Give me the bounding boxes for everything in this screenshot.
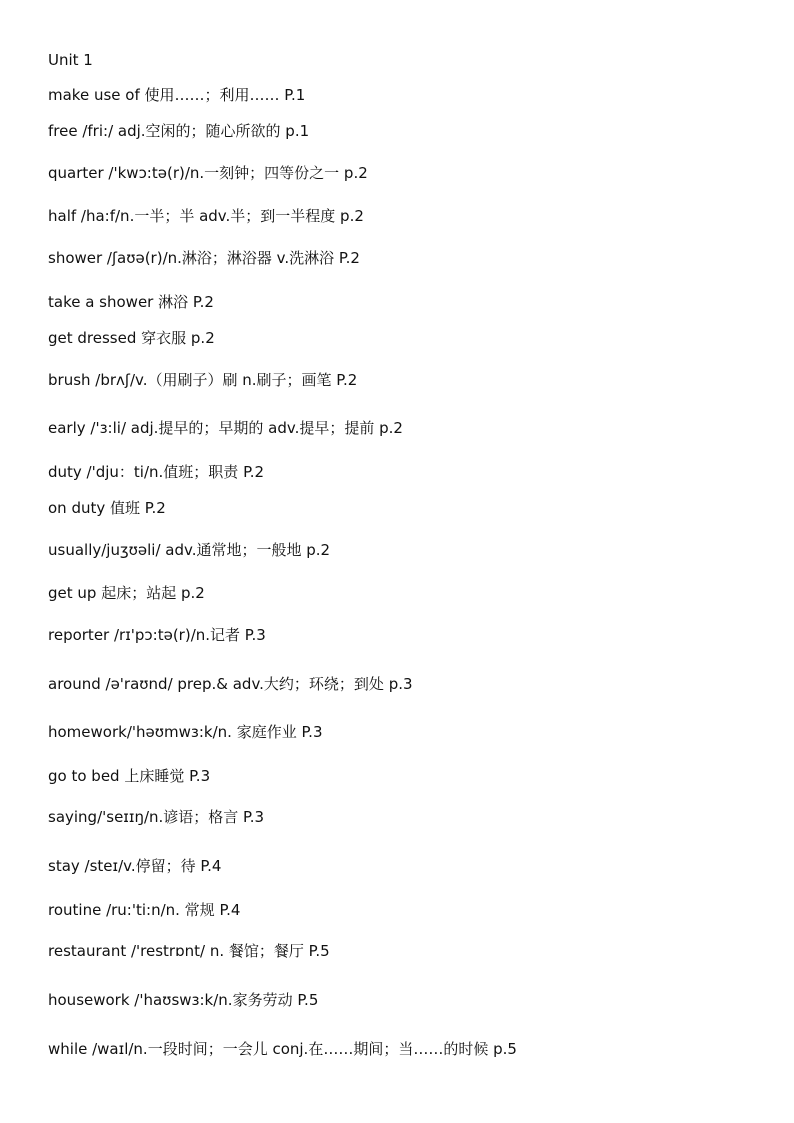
vocab-entry: get up 起床；站起 p.2 [48,584,205,602]
vocab-entry: take a shower 淋浴 P.2 [48,293,214,311]
vocab-entry: on duty 值班 P.2 [48,499,166,517]
vocab-entry: shower /ʃaʊə(r)/n.淋浴；淋浴器 v.洗淋浴 P.2 [48,249,360,267]
vocab-entry: saying/'seɪɪŋ/n.谚语；格言 P.3 [48,808,265,826]
unit-heading: Unit 1 [48,51,93,69]
vocab-entry: housework /'haʊswɜ:k/n.家务劳动 P.5 [48,991,319,1009]
vocab-entry: reporter /rɪ'pɔ:tə(r)/n.记者 P.3 [48,626,266,644]
vocab-entry: restaurant /'restrɒnt/ n. 餐馆；餐厅 P.5 [48,942,330,960]
vocab-entry: routine /ru:'ti:n/n. 常规 P.4 [48,901,241,919]
vocab-entry: get dressed 穿衣服 p.2 [48,329,215,347]
vocab-entry: free /fri:/ adj.空闲的；随心所欲的 p.1 [48,122,310,140]
vocab-entry: duty /'dju：ti/n.值班；职责 P.2 [48,463,265,481]
vocab-entry: while /waɪl/n.一段时间；一会儿 conj.在……期间；当……的时候 p.5 [48,1040,517,1058]
vocab-entry: quarter /'kwɔ:tə(r)/n.一刻钟；四等份之一 p.2 [48,164,368,182]
vocab-entry: homework/'həʊmwɜ:k/n. 家庭作业 P.3 [48,723,323,741]
vocab-entry: brush /brʌʃ/v.（用刷子）刷 n.刷子；画笔 P.2 [48,371,358,389]
vocab-entry: around /ə'raʊnd/ prep.& adv.大约；环绕；到处 p.3 [48,675,413,693]
vocab-entry: early /'ɜ:li/ adj.提早的；早期的 adv.提早；提前 p.2 [48,419,403,437]
vocab-entry: half /ha:f/n.一半；半 adv.半；到一半程度 p.2 [48,207,364,225]
vocab-entry: stay /steɪ/v.停留；待 P.4 [48,857,222,875]
vocab-entry: make use of 使用……；利用…… P.1 [48,86,306,104]
vocab-entry: go to bed 上床睡觉 P.3 [48,767,211,785]
vocab-entry: usually/juʒʊəli/ adv.通常地；一般地 p.2 [48,541,331,559]
